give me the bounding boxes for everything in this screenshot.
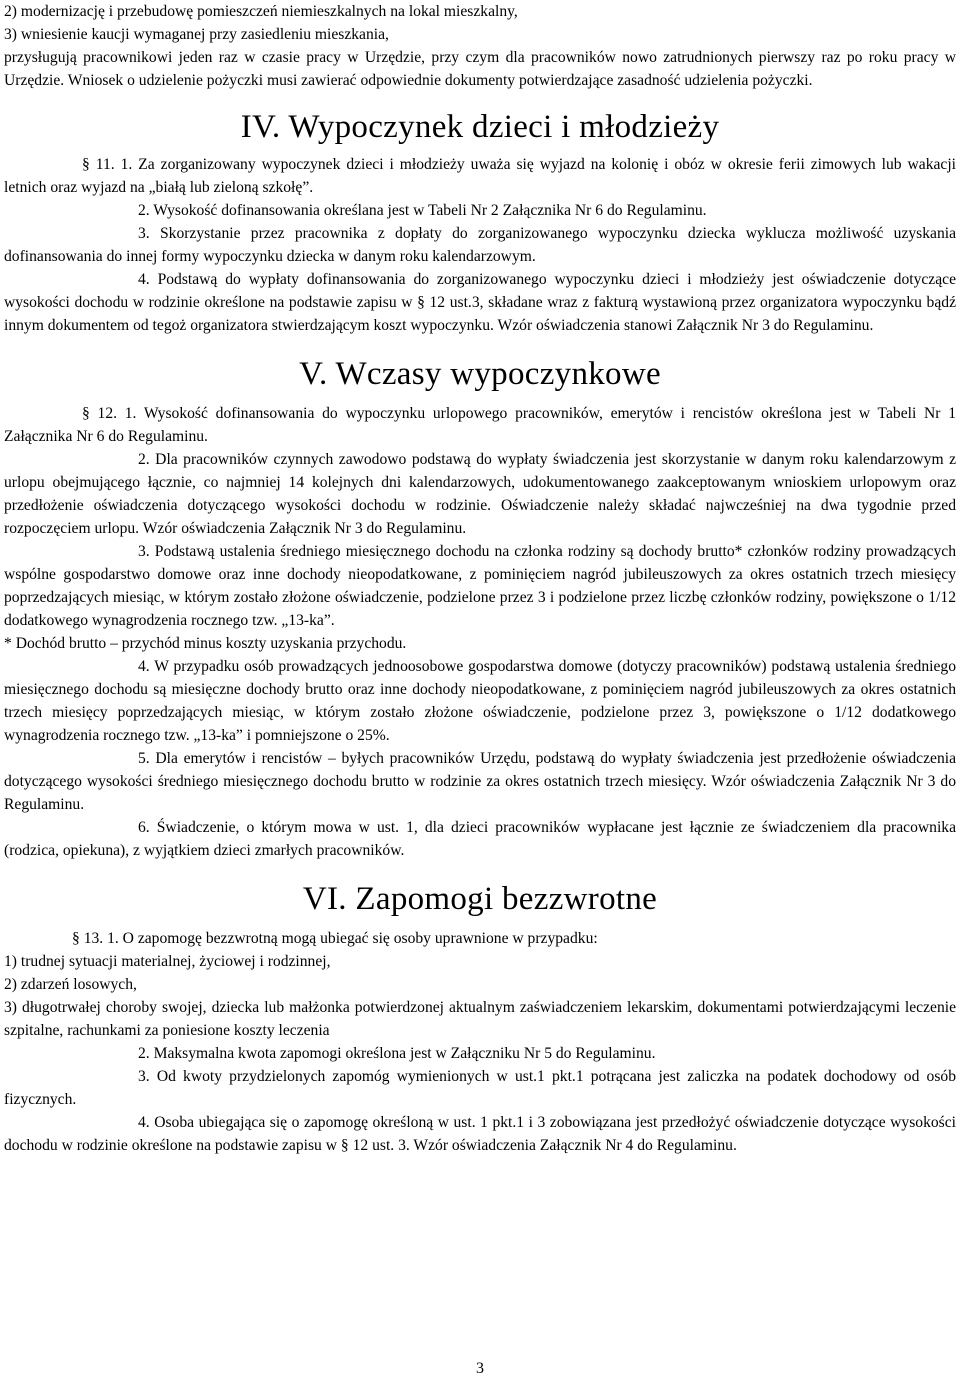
intro-line-2: 3) wniesienie kaucji wymaganej przy zasiedleniu mieszkania, xyxy=(4,26,389,43)
intro-paragraph: przysługują pracownikowi jeden raz w czasie pracy w Urzędzie, przy czym dla pracowników nowo zatrudnionych pierwszy raz po roku pracy w Urzędzie. Wniosek o udzielenie pożyczki musi zawierać odpowiednie dokumenty potwierdzające zasadność udzielenia pożyczki. xyxy=(4,49,956,89)
paragraph-12-2: 2. Dla pracowników czynnych zawodowo podstawą do wypłaty świadczenia jest skorzystanie w danym roku kalendarzowym z urlopu obejmującego łącznie, co najmniej 14 kolejnych dni kalendarzowych, udokumentowanego zaakceptowanym wnioskiem urlopowym oraz przedłożenie oświadczenia dotyczącego wysokości dochodu w rodzinie. Oświadczenie należy składać najwcześniej na dwa tygodnie przed rozpoczęciem urlopu. Wzór oświadczenia Załącznik Nr 3 do Regulaminu. xyxy=(4,451,956,537)
list-item-1: 1) trudnej sytuacji materialnej, życiowej i rodzinnej, xyxy=(4,953,331,970)
paragraph-12-3: 3. Podstawą ustalenia średniego miesięcznego dochodu na członka rodziny są dochody brutto* członków rodziny prowadzących wspólne gospodarstwo domowe oraz inne dochody nieopodatkowane, z pominięciem nagród jubileuszowych za okres ostatnich trzech miesięcy poprzedzających miesiąc, w którym zostało złożone oświadczenie, podzielone przez 3 i podzielone przez liczbę członków rodziny, powiększone o 1/12 dodatkowego wynagrodzenia rocznego tzw. „13-ka”. xyxy=(4,543,956,629)
paragraph-12-6: 6. Świadczenie, o którym mowa w ust. 1, dla dzieci pracowników wypłacane jest łącznie ze świadczeniem dla pracownika (rodzica, opiekuna), z wyjątkiem dzieci zmarłych pracowników. xyxy=(4,819,956,859)
section-heading-vi: VI. Zapomogi bezzwrotne xyxy=(302,881,658,917)
page-number: 3 xyxy=(476,1360,484,1377)
page-body xyxy=(4,0,956,1157)
paragraph-11-1: § 11. 1. Za zorganizowany wypoczynek dzieci i młodzieży uważa się wyjazd na kolonię i obóz w okresie ferii zimowych lub wakacji letnich oraz wyjazd na „białą lub zieloną szkołę”. xyxy=(4,156,956,196)
paragraph-13-4: 4. Osoba ubiegająca się o zapomogę określoną w ust. 1 pkt.1 i 3 zobowiązana jest przedłożyć oświadczenie dotyczące wysokości dochodu w rodzinie określone na podstawie zapisu w § 12 ust. 3. Wzór oświadczenia Załącznik Nr 4 do Regulaminu. xyxy=(4,1114,956,1154)
section-heading-v: V. Wczasy wypoczynkowe xyxy=(299,356,661,392)
paragraph-12-4: 4. W przypadku osób prowadzących jednoosobowe gospodarstwa domowe (dotyczy pracowników) podstawą ustalenia średniego miesięcznego dochodu są miesięczne dochody brutto oraz inne dochody nieopodatkowane, z pominięciem nagród jubileuszowych za okres ostatnich trzech miesięcy poprzedzających miesiąc, w którym zostało złożone oświadczenie, podzielone przez 3, powiększone o 1/12 dodatkowego wynagrodzenia rocznego tzw. „13-ka” i pomniejszone o 25%. xyxy=(4,658,956,744)
paragraph-11-3: 3. Skorzystanie przez pracownika z dopłaty do zorganizowanego wypoczynku dziecka wyklucza możliwość uzyskania dofinansowania do innej formy wypoczynku dziecka w danym roku kalendarzowym. xyxy=(4,225,956,265)
paragraph-12-1: § 12. 1. Wysokość dofinansowania do wypoczynku urlopowego pracowników, emerytów i rencistów określona jest w Tabeli Nr 1 Załącznika Nr 6 do Regulaminu. xyxy=(4,405,956,445)
list-item-2: 2) zdarzeń losowych, xyxy=(4,976,137,993)
paragraph-13-3: 3. Od kwoty przydzielonych zapomóg wymienionych w ust.1 pkt.1 potrącana jest zaliczka na podatek dochodowy od osób fizycznych. xyxy=(4,1068,956,1108)
section-heading-iv: IV. Wypoczynek dzieci i młodzieży xyxy=(240,109,720,145)
intro-line-1: 2) modernizację i przebudowę pomieszczeń niemieszkalnych na lokal mieszkalny, xyxy=(4,3,518,20)
paragraph-11-2: 2. Wysokość dofinansowania określana jest w Tabeli Nr 2 Załącznika Nr 6 do Regulaminu. xyxy=(138,202,707,219)
paragraph-13-2: 2. Maksymalna kwota zapomogi określona jest w Załączniku Nr 5 do Regulaminu. xyxy=(138,1045,656,1062)
paragraph-13-1: § 13. 1. O zapomogę bezzwrotną mogą ubiegać się osoby uprawnione w przypadku: xyxy=(72,930,598,947)
paragraph-11-4: 4. Podstawą do wypłaty dofinansowania do zorganizowanego wypoczynku dzieci i młodzieży jest oświadczenie dotyczące wysokości dochodu w rodzinie określone na podstawie zapisu w § 12 ust.3, składane wraz z fakturą wystawioną przez organizatora wypoczynku bądź innym dokumentem od tegoż organizatora stwierdzającym koszt wypoczynku. Wzór oświadczenia stanowi Załącznik Nr 3 do Regulaminu. xyxy=(4,271,956,334)
list-item-3: 3) długotrwałej choroby swojej, dziecka lub małżonka potwierdzonej aktualnym zaświadczeniem lekarskim, dokumentami potwierdzającymi leczenie szpitalne, rachunkami za poniesione koszty leczenia xyxy=(4,999,956,1039)
footnote: * Dochód brutto – przychód minus koszty uzyskania przychodu. xyxy=(4,635,407,652)
paragraph-12-5: 5. Dla emerytów i rencistów – byłych pracowników Urzędu, podstawą do wypłaty świadczenia jest przedłożenie oświadczenia dotyczącego wysokości średniego miesięcznego dochodu brutto w rodzinie za okres ostatnich trzech miesięcy. Wzór oświadczenia Załącznik Nr 3 do Regulaminu. xyxy=(4,750,956,813)
